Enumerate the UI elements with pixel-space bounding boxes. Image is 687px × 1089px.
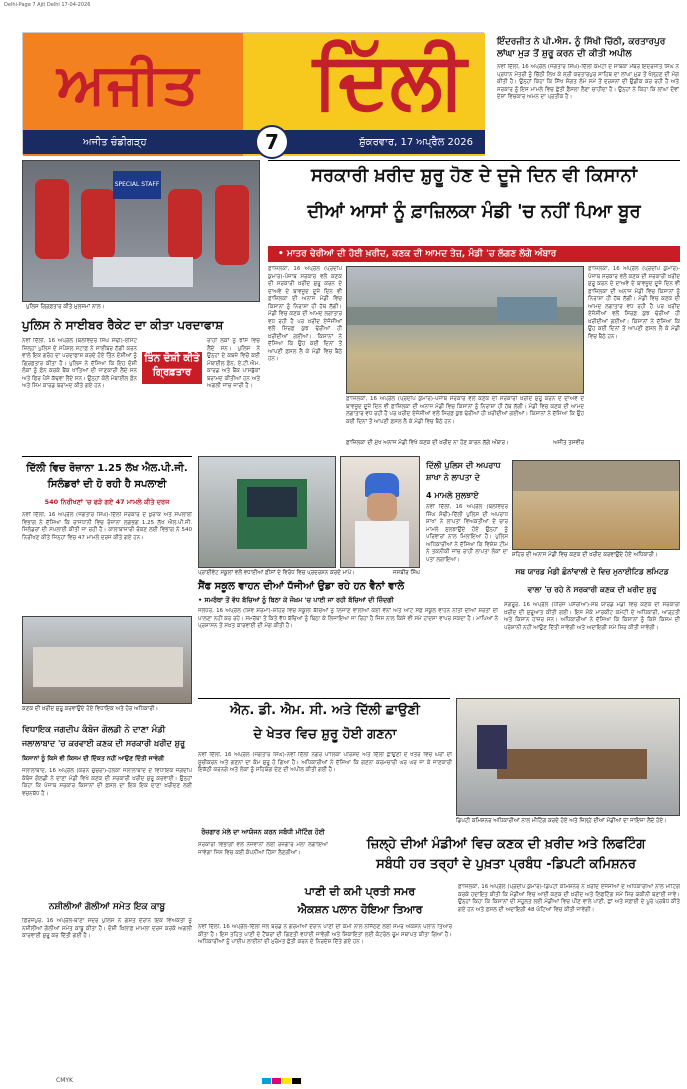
wheat-headline-1: ਸਬ ਯਾਰਡ ਮੰਡੀ ਛੰਨਾਂਵਾਲੀ ਦੇ ਵਿਚ ਮੁਨਾਈਟਿਡ ਲਮਿਟਡ: [515, 567, 669, 576]
lead-body-col2: ਫ਼ਾਜ਼ਿਲਕਾ, 16 ਅਪ੍ਰੈਲ (ਪ੍ਰਦੀਪ ਕੁਮਾਰ)-ਪੰਜਾਬ ਸਰਕਾਰ ਵਲੋਂ ਕਣਕ ਦੀ ਸਰਕਾਰੀ ਖ਼ਰੀਦ ਸ਼ੁਰੂ ਕਰਨ ਦੇ ਦਾਅਵੇ ਦੇ ਬਾਵਜੂਦ ਦੂਜੇ ਦਿਨ ਵੀ ਫ਼ਾਜ਼ਿਲਕਾ ਦੀ ਅਨਾਜ ਮੰਡੀ ਵਿਚ ਕਿਸਾਨਾਂ ਨੂੰ ਨਿਰਾਸ਼ਾ ਹੀ ਹੱਥ ਲੱਗੀ। ਮੰਡੀ ਵਿਚ ਕਣਕ ਦੀ ਆਮਦ ਲਗਾਤਾਰ ਵਧ ਰਹੀ ਹੈ ਪਰ ਖ਼ਰੀਦ ਏਜੰਸੀਆਂ ਵਲੋਂ ਸਿਰਫ਼ ਕੁਝ ਢੇਰੀਆਂ ਹੀ ਖ਼ਰੀਦੀਆਂ ਗਈਆਂ। ਕਿਸਾਨਾਂ ਨੇ ਦੱਸਿਆ ਕਿ ਉਹ ਕਈ ਦਿਨਾਂ ਤੋਂ ਆਪਣੀ ਫ਼ਸਲ ਲੈ ਕੇ ਮੰਡੀ ਵਿਚ ਬੈਠੇ ਹਨ।: [346, 396, 584, 425]
fraud-headline-2: ਸ਼ਾਖਾ ਨੇ ਲਾਪਤਾ ਦੇ: [426, 473, 480, 482]
wheat-photo: [512, 460, 680, 550]
lead-photo-credit: ਅਜੀਤ ਤਸਵੀਰ: [553, 440, 584, 446]
ndmc-headline-1: ਐਨ. ਡੀ. ਐਮ. ਸੀ. ਅਤੇ ਦਿੱਲੀ ਛਾਉਣੀ: [230, 703, 420, 718]
lead-headline-2: ਦੀਆਂ ਆਸਾਂ ਨੂੰ ਫ਼ਾਜ਼ਿਲਕਾ ਮੰਡੀ 'ਚ ਨਹੀਂ ਪਿਆ ਬੂਰ: [307, 201, 641, 222]
dc-photo-caption: ਡਿਪਟੀ ਕਮਿਸ਼ਨਰ ਅਧਿਕਾਰੀਆਂ ਨਾਲ ਮੀਟਿੰਗ ਕਰਦੇ ਹੋਏ ਅਤੇ ਜ਼ਿਲ੍ਹੇ ਦੀਆਂ ਮੰਡੀਆਂ ਦਾ ਜਾਇਜ਼ਾ ਲੈਂਦੇ ਹੋਏ।: [456, 818, 667, 824]
lead-photo: [346, 266, 584, 394]
lead-photo-caption: ਫ਼ਾਜ਼ਿਲਕਾ ਦੀ ਮੁੱਖ ਅਨਾਜ ਮੰਡੀ ਵਿਖੇ ਕਣਕ ਦੀ ਖ਼ਰੀਦ ਨਾ ਹੋਣ ਕਾਰਨ ਲੱਗੇ ਅੰਬਾਰ।: [346, 440, 509, 446]
lead-headline-1: ਸਰਕਾਰੀ ਖ਼ਰੀਦ ਸ਼ੁਰੂ ਹੋਣ ਦੇ ਦੂਜੇ ਦਿਨ ਵੀ ਕਿਸਾਨਾਂ: [311, 165, 637, 186]
dc-headline-1: ਜ਼ਿਲ੍ਹੇ ਦੀਆਂ ਮੰਡੀਆਂ ਵਿਚ ਕਣਕ ਦੀ ਖ਼ਰੀਦ ਅਤੇ ਲਿਫਟਿੰਗ: [366, 837, 646, 852]
dc-meeting-photo: [456, 698, 680, 816]
school-body: ਜਲੰਧਰ, 16 ਅਪ੍ਰੈਲ (ਸ਼ਿਵ ਸ਼ਰਮਾ)-ਸ਼ਹਿਰ ਵਿਚ ਸਕੂਲੀ ਬੱਚਿਆਂ ਨੂੰ ਲਿਜਾਣ ਵਾਲੀਆਂ ਕਈ ਵੈਨਾਂ ਅਤੇ ਆਟੋ ਸੇਫ਼ ਸਕੂਲ ਵਾਹਨ ਨੀਤੀ ਦੀਆਂ ਸ਼ਰਤਾਂ ਦੀ ਪਾਲਣਾ ਨਹੀਂ ਕਰ ਰਹੇ। ਸਮਰੱਥਾ ਤੋਂ ਕਿਤੇ ਵੱਧ ਬੱਚਿਆਂ ਨੂੰ ਬਿਠਾ ਕੇ ਲਿਜਾਇਆ ਜਾ ਰਿਹਾ ਹੈ ਜਿਸ ਨਾਲ ਕਿਸੇ ਵੀ ਸਮੇਂ ਹਾਦਸਾ ਵਾਪਰ ਸਕਦਾ ਹੈ। ਮਾਪਿਆਂ ਨੇ ਪ੍ਰਸ਼ਾਸਨ ਤੋਂ ਸਖ਼ਤ ਕਾਰਵਾਈ ਦੀ ਮੰਗ ਕੀਤੀ ਹੈ।: [198, 608, 498, 629]
police-side-text: ਰਾਹੀਂ ਲੋਕਾਂ ਨੂੰ ਝਾਂਸੇ ਵਿਚ ਲੈਂਦੇ ਸਨ। ਪੁਲਿਸ ਨੇ ਉਨ੍ਹਾਂ ਦੇ ਕਬਜ਼ੇ ਵਿਚੋਂ ਕਈ ਮੋਬਾਈਲ ਫ਼ੋਨ, ਏ.ਟੀ.ਐਮ. ਕਾਰਡ ਅਤੇ ਬੈਂਕ ਪਾਸਬੁੱਕਾਂ ਬਰਾਮਦ ਕੀਤੀਆਂ ਹਨ ਅਤੇ ਅਗਲੀ ਜਾਂਚ ਜਾਰੀ ਹੈ।: [207, 338, 260, 389]
masthead-title-right: ਦਿੱਲੀ: [313, 35, 466, 126]
masthead-date: ਸ਼ੁੱਕਰਵਾਰ, 17 ਅਪ੍ਰੈਲ 2026: [359, 137, 473, 148]
footer-code: CMYK: [56, 1077, 73, 1084]
police-body: ਨਵੀਂ ਦਿੱਲੀ, 16 ਅਪ੍ਰੈਲ (ਬਲਵਿੰਦਰ ਸਿੰਘ ਸੋਢੀ)-ਈਸਟ ਜ਼ਿਲ੍ਹਾ ਪੁਲਿਸ ਦੇ ਸਪੈਸ਼ਲ ਸਟਾਫ਼ ਨੇ ਸਾਈਬਰ ਠੱਗੀ ਕਰਨ ਵਾਲੇ ਇਕ ਗਰੋਹ ਦਾ ਪਰਦਾਫਾਸ਼ ਕਰਦੇ ਹੋਏ ਤਿੰਨ ਦੋਸ਼ੀਆਂ ਨੂੰ ਗ੍ਰਿਫ਼ਤਾਰ ਕੀਤਾ ਹੈ। ਪੁਲਿਸ ਨੇ ਦੱਸਿਆ ਕਿ ਇਹ ਦੋਸ਼ੀ ਲੋਕਾਂ ਨੂੰ ਫ਼ੋਨ ਕਰਕੇ ਬੈਂਕ ਖਾਤਿਆਂ ਦੀ ਜਾਣਕਾਰੀ ਲੈਂਦੇ ਸਨ ਅਤੇ ਫਿਰ ਪੈਸੇ ਕੱਢਵਾ ਲੈਂਦੇ ਸਨ। ਉਨ੍ਹਾਂ ਕੋਲੋਂ ਮੋਬਾਈਲ ਫ਼ੋਨ ਅਤੇ ਸਿਮ ਕਾਰਡ ਬਰਾਮਦ ਕੀਤੇ ਗਏ ਹਨ।: [22, 338, 137, 389]
police-red-box: ਤਿੰਨ ਦੋਸ਼ੀ ਕੀਤੇ ਗ੍ਰਿਫ਼ਤਾਰ: [142, 352, 202, 384]
page-number: 7: [255, 125, 289, 159]
lead-body-col1: ਫ਼ਾਜ਼ਿਲਕਾ, 16 ਅਪ੍ਰੈਲ (ਪ੍ਰਦੀਪ ਕੁਮਾਰ)-ਪੰਜਾਬ ਸਰਕਾਰ ਵਲੋਂ ਕਣਕ ਦੀ ਸਰਕਾਰੀ ਖ਼ਰੀਦ ਸ਼ੁਰੂ ਕਰਨ ਦੇ ਦਾਅਵੇ ਦੇ ਬਾਵਜੂਦ ਦੂਜੇ ਦਿਨ ਵੀ ਫ਼ਾਜ਼ਿਲਕਾ ਦੀ ਅਨਾਜ ਮੰਡੀ ਵਿਚ ਕਿਸਾਨਾਂ ਨੂੰ ਨਿਰਾਸ਼ਾ ਹੀ ਹੱਥ ਲੱਗੀ। ਮੰਡੀ ਵਿਚ ਕਣਕ ਦੀ ਆਮਦ ਲਗਾਤਾਰ ਵਧ ਰਹੀ ਹੈ ਪਰ ਖ਼ਰੀਦ ਏਜੰਸੀਆਂ ਵਲੋਂ ਸਿਰਫ਼ ਕੁਝ ਢੇਰੀਆਂ ਹੀ ਖ਼ਰੀਦੀਆਂ ਗਈਆਂ। ਕਿਸਾਨਾਂ ਨੇ ਦੱਸਿਆ ਕਿ ਉਹ ਕਈ ਦਿਨਾਂ ਤੋਂ ਆਪਣੀ ਫ਼ਸਲ ਲੈ ਕੇ ਮੰਡੀ ਵਿਚ ਬੈਠੇ ਹਨ।: [268, 266, 342, 362]
masthead-edition: ਅਜੀਤ ਚੰਡੀਗੜ੍ਹ: [83, 137, 147, 148]
person-photo: [340, 456, 420, 568]
masthead-title-left: ਅਜੀਤ: [57, 51, 201, 117]
wheat-body: ਸੰਗਰੂਰ, 16 ਅਪ੍ਰੈਲ (ਧੀਰਜ ਪਸੌਰੀਆ)-ਸਬ ਯਾਰਡ ਮੰਡੀ ਵਿਚ ਕਣਕ ਦੀ ਸਰਕਾਰੀ ਖ਼ਰੀਦ ਦੀ ਸ਼ੁਰੂਆਤ ਕੀਤੀ ਗਈ। ਇਸ ਮੌਕੇ ਮਾਰਕੀਟ ਕਮੇਟੀ ਦੇ ਅਧਿਕਾਰੀ, ਆੜ੍ਹਤੀ ਅਤੇ ਕਿਸਾਨ ਹਾਜ਼ਰ ਸਨ। ਅਧਿਕਾਰੀਆਂ ਨੇ ਦੱਸਿਆ ਕਿ ਕਿਸਾਨਾਂ ਨੂੰ ਕਿਸੇ ਕਿਸਮ ਦੀ ਪਰੇਸ਼ਾਨੀ ਨਹੀਂ ਆਉਣ ਦਿੱਤੀ ਜਾਵੇਗੀ ਅਤੇ ਅਦਾਇਗੀ ਸਮੇਂ ਸਿਰ ਕੀਤੀ ਜਾਵੇਗੀ।: [504, 602, 680, 631]
police-photo: SPECIAL STAFF: [22, 160, 260, 302]
water-headline-2: ਐਕਸ਼ਨ ਪਲਾਨ ਹੋਇਆ ਤਿਆਰ: [297, 903, 423, 916]
wheat-photo-caption: ਸ਼ਹਿਰ ਦੀ ਅਨਾਜ ਮੰਡੀ ਵਿਚ ਕਣਕ ਦੀ ਖ਼ਰੀਦ ਕਰਵਾਉਂਦੇ ਹੋਏ ਅਧਿਕਾਰੀ।: [512, 552, 658, 558]
police-photo-caption: ਪੁਲਿਸ ਗ੍ਰਿਫ਼ਤਾਰ ਕੀਤੇ ਮੁਲਜ਼ਮਾਂ ਨਾਲ।: [26, 304, 105, 310]
drugs-headline: ਨਸ਼ੀਲੀਆਂ ਗੋਲੀਆਂ ਸਮੇਤ ਇਕ ਕਾਬੂ: [48, 902, 166, 912]
fraud-headline-3: 4 ਮਾਮਲੇ ਸੁਲਝਾਏ: [426, 491, 479, 500]
lpg-headline-2: ਸਿਲੰਡਰਾਂ ਦੀ ਹੋ ਰਹੀ ਹੈ ਸਪਲਾਈ: [47, 479, 167, 490]
fraud-body: ਨਵੀਂ ਦਿੱਲੀ, 16 ਅਪ੍ਰੈਲ (ਬਲਵਿੰਦਰ ਸਿੰਘ ਸੋਢੀ)-ਦਿੱਲੀ ਪੁਲਿਸ ਦੀ ਅਪਰਾਧ ਸ਼ਾਖਾ ਨੇ ਲਾਪਤਾ ਵਿਅਕਤੀਆਂ ਦੇ ਚਾਰ ਮਾਮਲੇ ਸੁਲਝਾਉਂਦੇ ਹੋਏ ਉਨ੍ਹਾਂ ਨੂੰ ਪਰਿਵਾਰਾਂ ਨਾਲ ਮਿਲਾਇਆ ਹੈ। ਪੁਲਿਸ ਅਧਿਕਾਰੀਆਂ ਨੇ ਦੱਸਿਆ ਕਿ ਵਿਸ਼ੇਸ਼ ਟੀਮ ਨੇ ਤਕਨੀਕੀ ਜਾਂਚ ਰਾਹੀਂ ਲਾਪਤਾ ਲੋਕਾਂ ਦਾ ਪਤਾ ਲਗਾਇਆ।: [426, 504, 508, 563]
water-headline-1: ਪਾਣੀ ਦੀ ਕਮੀ ਪ੍ਰਤੀ ਸਮਰ: [304, 885, 416, 898]
top-right-headline: ਇੰਦਰਜੀਤ ਨੇ ਪੀ.ਐਸ. ਨੂੰ ਸਿੱਖੀ ਚਿੱਠੀ, ਕਰਤਾਰਪੁਰ ਲਾਂਘਾ ਮੁੜ ਤੋਂ ਸ਼ੁਰੂ ਕਰਨ ਦੀ ਕੀਤੀ ਅਪੀਲ: [497, 37, 666, 59]
lpg-headline-1: ਦਿੱਲੀ ਵਿਚ ਰੋਜ਼ਾਨਾ 1.25 ਲੱਖ ਐਲ.ਪੀ.ਜੀ.: [26, 463, 188, 474]
school-photo-caption: ਪ੍ਰਾਈਵੇਟ ਸਕੂਲਾਂ ਵਲੋਂ ਵਧਾਈਆਂ ਫ਼ੀਸਾਂ ਦੇ ਵਿਰੋਧ ਵਿਚ ਪ੍ਰਦਰਸ਼ਨ ਕਰਦੇ ਮਾਪੇ।: [198, 570, 356, 576]
lead-body-col3: ਫ਼ਾਜ਼ਿਲਕਾ, 16 ਅਪ੍ਰੈਲ (ਪ੍ਰਦੀਪ ਕੁਮਾਰ)-ਪੰਜਾਬ ਸਰਕਾਰ ਵਲੋਂ ਕਣਕ ਦੀ ਸਰਕਾਰੀ ਖ਼ਰੀਦ ਸ਼ੁਰੂ ਕਰਨ ਦੇ ਦਾਅਵੇ ਦੇ ਬਾਵਜੂਦ ਦੂਜੇ ਦਿਨ ਵੀ ਫ਼ਾਜ਼ਿਲਕਾ ਦੀ ਅਨਾਜ ਮੰਡੀ ਵਿਚ ਕਿਸਾਨਾਂ ਨੂੰ ਨਿਰਾਸ਼ਾ ਹੀ ਹੱਥ ਲੱਗੀ। ਮੰਡੀ ਵਿਚ ਕਣਕ ਦੀ ਆਮਦ ਲਗਾਤਾਰ ਵਧ ਰਹੀ ਹੈ ਪਰ ਖ਼ਰੀਦ ਏਜੰਸੀਆਂ ਵਲੋਂ ਸਿਰਫ਼ ਕੁਝ ਢੇਰੀਆਂ ਹੀ ਖ਼ਰੀਦੀਆਂ ਗਈਆਂ। ਕਿਸਾਨਾਂ ਨੇ ਦੱਸਿਆ ਕਿ ਉਹ ਕਈ ਦਿਨਾਂ ਤੋਂ ਆਪਣੀ ਫ਼ਸਲ ਲੈ ਕੇ ਮੰਡੀ ਵਿਚ ਬੈਠੇ ਹਨ।: [588, 266, 680, 340]
dc-headline-2: ਸਬੰਧੀ ਹਰ ਤਰ੍ਹਾਂ ਦੇ ਪੁਖ਼ਤਾ ਪ੍ਰਬੰਧ -ਡਿਪਟੀ ਕਮਿਸ਼ਨਰ: [376, 857, 636, 872]
fraud-headline-1: ਦਿੱਲੀ ਪੁਲਿਸ ਦੀ ਅਪਰਾਧ: [426, 461, 501, 470]
college-subhead: ਕਿਸਾਨਾਂ ਨੂੰ ਕਿਸੇ ਵੀ ਕਿਸਮ ਦੀ ਦਿੱਕਤ ਨਹੀਂ ਆਉਣ ਦਿੱਤੀ ਜਾਵੇਗੀ: [22, 755, 165, 762]
police-headline: ਪੁਲਿਸ ਨੇ ਸਾਈਬਰ ਰੈਕੇਟ ਦਾ ਕੀਤਾ ਪਰਦਾਫਾਸ਼: [22, 318, 224, 332]
ndmc-subhead: ਰੋਜ਼ਗਾਰ ਮੇਲੇ ਦਾ ਆਯੋਜਨ ਕਰਨ ਸਬੰਧੀ ਮੀਟਿੰਗ ਹੋਈ: [201, 828, 325, 836]
college-headline-2: ਜਲਾਲਾਬਾਦ 'ਚ ਕਰਵਾਈ ਕਣਕ ਦੀ ਸਰਕਾਰੀ ਖ਼ਰੀਦ ਸ਼ੁਰੂ: [22, 739, 185, 748]
drugs-body: ਫ਼ਿਰੋਜ਼ਪੁਰ, 16 ਅਪ੍ਰੈਲ-ਥਾਣਾ ਸਦਰ ਪੁਲਿਸ ਨੇ ਗਸ਼ਤ ਦੌਰਾਨ ਇਕ ਵਿਅਕਤੀ ਨੂੰ ਨਸ਼ੀਲੀਆਂ ਗੋਲੀਆਂ ਸਮੇਤ ਕਾਬੂ ਕੀਤਾ ਹੈ। ਦੋਸ਼ੀ ਖ਼ਿਲਾਫ਼ ਮਾਮਲਾ ਦਰਜ ਕਰਕੇ ਅਗਲੀ ਕਾਰਵਾਈ ਸ਼ੁਰੂ ਕਰ ਦਿੱਤੀ ਗਈ ਹੈ।: [22, 918, 192, 939]
school-photo-credit: ਜਸਬੀਰ ਸਿੰਘ: [392, 570, 420, 576]
lpg-subhead: 540 ਨਿਰੀਖਣਾਂ 'ਚ ਫੜੇ ਗਏ 47 ਮਾਮਲੇ ਕੀਤੇ ਦਰਜ: [44, 498, 170, 506]
ndmc-body: ਨਵੀਂ ਦਿੱਲੀ, 16 ਅਪ੍ਰੈਲ (ਜਗਤਾਰ ਸਿੰਘ)-ਨਵੀਂ ਦਿੱਲੀ ਨਗਰ ਪਾਲਿਕਾ ਪਰਿਸ਼ਦ ਅਤੇ ਦਿੱਲੀ ਛਾਉਣੀ ਦੇ ਖੇਤਰ ਵਿਚ ਘਰਾਂ ਦੀ ਸੂਚੀਕਰਨ ਅਤੇ ਗਣਨਾ ਦਾ ਕੰਮ ਸ਼ੁਰੂ ਹੋ ਗਿਆ ਹੈ। ਅਧਿਕਾਰੀਆਂ ਨੇ ਦੱਸਿਆ ਕਿ ਗਣਨਾ ਕਰਮਚਾਰੀ ਘਰ ਘਰ ਜਾ ਕੇ ਜਾਣਕਾਰੀ ਇਕੱਠੀ ਕਰਨਗੇ ਅਤੇ ਲੋਕਾਂ ਨੂੰ ਸਹਿਯੋਗ ਦੇਣ ਦੀ ਅਪੀਲ ਕੀਤੀ ਗਈ ਹੈ।: [198, 752, 452, 773]
school-headline: ਸੈਂਫ ਸਕੂਲ ਵਾਹਨ ਦੀਆਂ ਧੱਜੀਆਂ ਉਡਾ ਰਹੇ ਹਨ ਵੈਨਾਂ ਵਾਲੇ: [198, 581, 405, 592]
dc-body: ਫ਼ਾਜ਼ਿਲਕਾ, 16 ਅਪ੍ਰੈਲ (ਪ੍ਰਦੀਪ ਕੁਮਾਰ)-ਡਿਪਟੀ ਕਮਿਸ਼ਨਰ ਨੇ ਖ਼ਰੀਦ ਏਜੰਸੀਆਂ ਦੇ ਅਧਿਕਾਰੀਆਂ ਨਾਲ ਮੀਟਿੰਗ ਕਰਕੇ ਹਦਾਇਤ ਕੀਤੀ ਕਿ ਮੰਡੀਆਂ ਵਿਚ ਆਈ ਕਣਕ ਦੀ ਖ਼ਰੀਦ ਅਤੇ ਲਿਫਟਿੰਗ ਸਮੇਂ ਸਿਰ ਯਕੀਨੀ ਬਣਾਈ ਜਾਵੇ। ਉਨ੍ਹਾਂ ਕਿਹਾ ਕਿ ਕਿਸਾਨਾਂ ਦੀ ਸਹੂਲਤ ਲਈ ਮੰਡੀਆਂ ਵਿਚ ਪੀਣ ਵਾਲੇ ਪਾਣੀ, ਛਾਂ ਅਤੇ ਸਫ਼ਾਈ ਦੇ ਪੂਰੇ ਪ੍ਰਬੰਧ ਕੀਤੇ ਗਏ ਹਨ ਅਤੇ ਫ਼ਸਲ ਦੀ ਅਦਾਇਗੀ 48 ਘੰਟਿਆਂ ਵਿਚ ਕੀਤੀ ਜਾਵੇਗੀ।: [458, 884, 680, 913]
school-subhead: • ਸਮਰੱਥਾ ਤੋਂ ਵੱਧ ਬੱਚਿਆਂ ਨੂੰ ਬਿਠਾ ਕੇ ਜੋਖ਼ਮ 'ਚ ਪਾਈ ਜਾ ਰਹੀ ਬੱਚਿਆਂ ਦੀ ਜ਼ਿੰਦਗੀ: [198, 596, 394, 604]
water-body: ਨਵੀਂ ਦਿੱਲੀ, 16 ਅਪ੍ਰੈਲ-ਦਿੱਲੀ ਜਲ ਬੋਰਡ ਨੇ ਗਰਮੀਆਂ ਦੌਰਾਨ ਪਾਣੀ ਦੀ ਕਮੀ ਨਾਲ ਨਜਿੱਠਣ ਲਈ ਸਮਰ ਐਕਸ਼ਨ ਪਲਾਨ ਤਿਆਰ ਕੀਤਾ ਹੈ। ਇਸ ਤਹਿਤ ਪਾਣੀ ਦੇ ਟੈਂਕਰਾਂ ਦੀ ਗਿਣਤੀ ਵਧਾਈ ਜਾਵੇਗੀ ਅਤੇ ਸ਼ਿਕਾਇਤਾਂ ਲਈ ਕੰਟਰੋਲ ਰੂਮ ਸਥਾਪਤ ਕੀਤਾ ਗਿਆ ਹੈ। ਅਧਿਕਾਰੀਆਂ ਨੂੰ ਪਾਈਪ ਲਾਈਨਾਂ ਦੀ ਮੁਰੰਮਤ ਛੇਤੀ ਕਰਨ ਦੇ ਨਿਰਦੇਸ਼ ਦਿੱਤੇ ਗਏ ਹਨ।: [198, 924, 452, 945]
ndmc-body2: ਸਰਕਾਰੀ ਵਿਭਾਗਾਂ ਵਲੋਂ ਨੌਜਵਾਨਾਂ ਲਈ ਰੋਜ਼ਗਾਰ ਮੇਲਾ ਲਗਾਇਆ ਜਾਵੇਗਾ ਜਿਸ ਵਿਚ ਕਈ ਕੰਪਨੀਆਂ ਹਿੱਸਾ ਲੈਣਗੀਆਂ।: [198, 842, 328, 856]
college-body: ਜਲਾਲਾਬਾਦ, 16 ਅਪ੍ਰੈਲ (ਕਰਨ ਚੁਚਰਾ)-ਹਲਕਾ ਜਲਾਲਾਬਾਦ ਦੇ ਵਿਧਾਇਕ ਜਗਦੀਪ ਕੰਬੋਜ ਗੋਲਡੀ ਨੇ ਦਾਣਾ ਮੰਡੀ ਵਿਖੇ ਕਣਕ ਦੀ ਸਰਕਾਰੀ ਖ਼ਰੀਦ ਸ਼ੁਰੂ ਕਰਵਾਈ। ਉਨ੍ਹਾਂ ਕਿਹਾ ਕਿ ਪੰਜਾਬ ਸਰਕਾਰ ਕਿਸਾਨਾਂ ਦੀ ਫ਼ਸਲ ਦਾ ਇਕ ਇਕ ਦਾਣਾ ਖ਼ਰੀਦਣ ਲਈ ਵਚਨਬੱਧ ਹੈ।: [22, 768, 192, 797]
ndmc-headline-2: ਦੇ ਖੇਤਰ ਵਿਚ ਸ਼ੁਰੂ ਹੋਈ ਗਣਨਾ: [253, 727, 397, 742]
college-headline-1: ਵਿਧਾਇਕ ਜਗਦੀਪ ਕੰਬੋਜ ਗੋਲਡੀ ਨੇ ਦਾਣਾ ਮੰਡੀ: [22, 725, 166, 735]
mandi-photo: [22, 616, 192, 704]
school-van-photo: [198, 456, 336, 568]
masthead: [22, 32, 484, 155]
lead-band: • ਮਾਤਰ ਢੇਰੀਆਂ ਦੀ ਹੋਈ ਖ਼ਰੀਦ, ਕਣਕ ਦੀ ਆਮਦ ਤੇਜ਼, ਮੰਡੀ 'ਚ ਲੱਗਣ ਲੱਗੇ ਅੰਬਾਰ: [268, 246, 680, 262]
top-right-body: ਨਵੀਂ ਦਿੱਲੀ, 16 ਅਪ੍ਰੈਲ (ਜਗਤਾਰ ਸਿੰਘ)-ਦਿੱਲੀ ਕਮੇਟੀ ਦੇ ਸਾਬਕਾ ਮੈਂਬਰ ਇੰਦਰਜੀਤ ਸਿੰਘ ਨੇ ਪ੍ਰਧਾਨ ਮੰਤਰੀ ਨੂੰ ਚਿੱਠੀ ਲਿਖ ਕੇ ਸ੍ਰੀ ਕਰਤਾਰਪੁਰ ਸਾਹਿਬ ਦਾ ਲਾਂਘਾ ਮੁੜ ਤੋਂ ਖੋਲ੍ਹਣ ਦੀ ਮੰਗ ਕੀਤੀ ਹੈ। ਉਨ੍ਹਾਂ ਕਿਹਾ ਕਿ ਸਿੱਖ ਸੰਗਤ ਲੰਮੇ ਸਮੇਂ ਤੋਂ ਦਰਸ਼ਨਾਂ ਦੀ ਉਡੀਕ ਕਰ ਰਹੀ ਹੈ ਅਤੇ ਸਰਕਾਰ ਨੂੰ ਇਸ ਮਾਮਲੇ ਵਿਚ ਛੇਤੀ ਫ਼ੈਸਲਾ ਲੈਣਾ ਚਾਹੀਦਾ ਹੈ। ਉਨ੍ਹਾਂ ਨੇ ਕਿਹਾ ਕਿ ਲਾਂਘਾ ਦੋਵਾਂ ਦੇਸ਼ਾਂ ਵਿਚਕਾਰ ਅਮਨ ਦਾ ਪ੍ਰਤੀਕ ਹੈ।: [497, 64, 679, 100]
mandi-photo-caption: ਕਣਕ ਦੀ ਖ਼ਰੀਦ ਸ਼ੁਰੂ ਕਰਵਾਉਂਦੇ ਹੋਏ ਵਿਧਾਇਕ ਅਤੇ ਹੋਰ ਅਧਿਕਾਰੀ।: [22, 706, 159, 712]
wheat-headline-2: ਵਾਲਾ 'ਚ ਰਹੇ ਨੇ ਸਰਕਾਰੀ ਕਣਕ ਦੀ ਖ਼ਰੀਦ ਸ਼ੁਰੂ: [527, 585, 657, 594]
page-slug: Delhi-Page 7 Ajit Delhi 17-04-2026: [4, 2, 91, 8]
lpg-body: ਨਵੀਂ ਦਿੱਲੀ, 16 ਅਪ੍ਰੈਲ (ਜਗਤਾਰ ਸਿੰਘ)-ਦਿੱਲੀ ਸਰਕਾਰ ਦੇ ਖ਼ੁਰਾਕ ਅਤੇ ਸਪਲਾਈ ਵਿਭਾਗ ਨੇ ਦੱਸਿਆ ਕਿ ਰਾਜਧਾਨੀ ਵਿਚ ਰੋਜ਼ਾਨਾ ਲਗਭਗ 1.25 ਲੱਖ ਐਲ.ਪੀ.ਜੀ. ਸਿਲੰਡਰਾਂ ਦੀ ਸਪਲਾਈ ਕੀਤੀ ਜਾ ਰਹੀ ਹੈ। ਕਾਲਾਬਾਜ਼ਾਰੀ ਰੋਕਣ ਲਈ ਵਿਭਾਗ ਨੇ 540 ਨਿਰੀਖਣ ਕੀਤੇ ਜਿਨ੍ਹਾਂ ਵਿਚ 47 ਮਾਮਲੇ ਦਰਜ ਕੀਤੇ ਗਏ ਹਨ।: [22, 512, 192, 541]
